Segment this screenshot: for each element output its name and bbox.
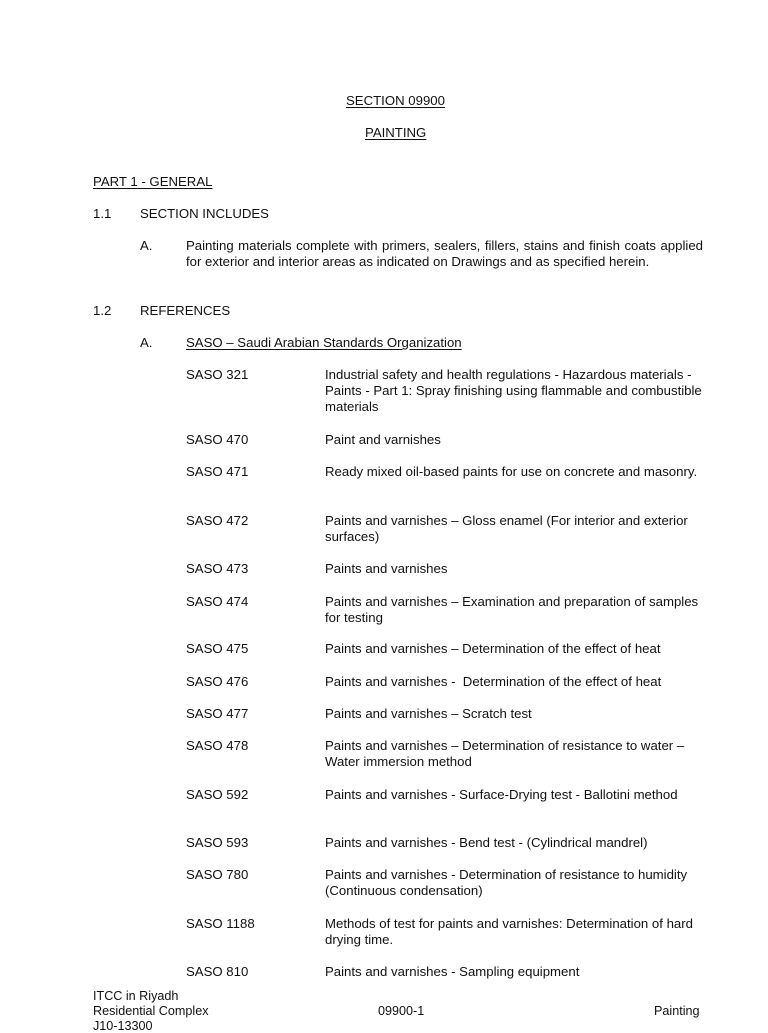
footer-project-name: ITCC in Riyadh [93,989,179,1003]
reference-code: SASO 1188 [186,916,255,931]
reference-code: SASO 592 [186,787,249,802]
reference-description: Paints and varnishes - Determination of resistance to humidity (Continuous condensation) [325,867,688,899]
reference-code: SASO 474 [186,594,249,609]
reference-description: Paints and varnishes [325,561,448,576]
reference-organization: SASO – Saudi Arabian Standards Organization [186,335,462,350]
reference-description: Paints and varnishes - Surface-Drying test - Ballotini method [325,787,678,802]
section-number: SECTION 09900 [346,93,445,108]
reference-description: Paints and varnishes - Sampling equipment [325,964,580,979]
paragraph-label: A. [140,335,153,350]
article-title: REFERENCES [140,303,231,318]
paragraph-label: A. [140,238,153,253]
article-title: SECTION INCLUDES [140,206,269,221]
footer-page-number: 09900-1 [378,1004,425,1018]
footer-project-subtitle: Residential Complex [93,1004,209,1018]
reference-description: Paints and varnishes – Gloss enamel (For interior and exterior surfaces) [325,513,688,545]
reference-description: Methods of test for paints and varnishes: Determination of hard drying time. [325,916,693,948]
footer-project-code: J10-13300 [93,1019,153,1033]
reference-code: SASO 593 [186,835,249,850]
reference-description: Paints and varnishes - Determination of the effect of heat [325,674,662,689]
reference-code: SASO 471 [186,464,249,479]
reference-description: Paints and varnishes – Determination of resistance to water – Water immersion method [325,738,685,770]
reference-description: Paints and varnishes – Scratch test [325,706,532,721]
reference-code: SASO 475 [186,641,249,656]
reference-description: Paints and varnishes – Determination of the effect of heat [325,641,661,656]
reference-code: SASO 473 [186,561,249,576]
reference-code: SASO 321 [186,367,249,382]
footer-section-name: Painting [654,1004,700,1018]
part-heading: PART 1 - GENERAL [93,174,213,189]
article-number: 1.1 [93,206,112,221]
article-number: 1.2 [93,303,112,318]
reference-description: Paint and varnishes [325,432,441,447]
reference-code: SASO 472 [186,513,249,528]
reference-description: Industrial safety and health regulations - Hazardous materials - Paints - Part 1: Spray finishing using flammable and combustible materials [325,367,702,415]
reference-description: Paints and varnishes - Bend test - (Cylindrical mandrel) [325,835,648,850]
section-title: PAINTING [365,125,427,140]
reference-code: SASO 478 [186,738,249,753]
reference-code: SASO 470 [186,432,249,447]
reference-code: SASO 477 [186,706,249,721]
reference-code: SASO 780 [186,867,249,882]
paragraph-text: Painting materials complete with primers, sealers, fillers, stains and finish coats applied for exterior and interior areas as indicated on Drawings and as specified herein. [186,238,703,270]
reference-code: SASO 476 [186,674,249,689]
reference-description: Ready mixed oil-based paints for use on concrete and masonry. [325,464,698,479]
reference-description: Paints and varnishes – Examination and preparation of samples for testing [325,594,699,626]
reference-code: SASO 810 [186,964,249,979]
